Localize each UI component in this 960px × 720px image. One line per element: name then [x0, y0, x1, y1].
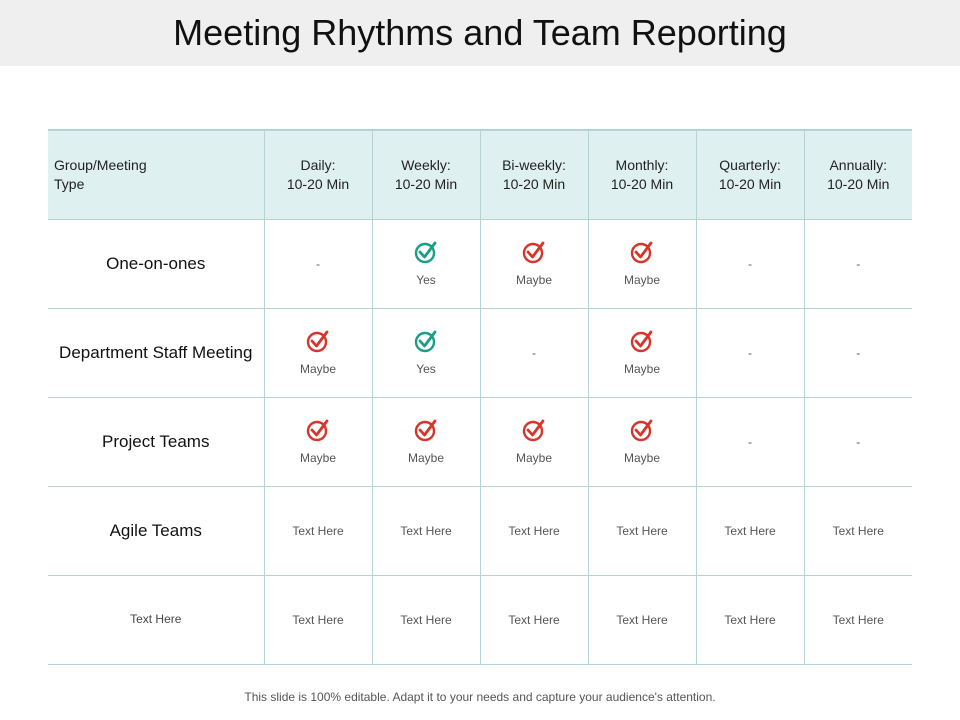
check-circle-icon	[414, 240, 438, 264]
table-cell	[696, 486, 804, 575]
column-duration: 10-20 Min	[610, 175, 674, 192]
empty-dash: -	[856, 256, 861, 271]
table-row	[48, 308, 912, 397]
placeholder-text: Text Here	[292, 612, 344, 627]
table-cell	[480, 308, 588, 397]
meeting-rhythm-table	[48, 129, 912, 665]
corner-header	[48, 130, 264, 219]
table-cell	[264, 219, 372, 308]
cell-status-label: Maybe	[407, 451, 445, 465]
placeholder-text: Text Here	[400, 612, 452, 627]
empty-dash: -	[532, 345, 536, 360]
table-cell	[480, 219, 588, 308]
table-cell	[264, 486, 372, 575]
table-cell	[588, 308, 696, 397]
yes-mark	[373, 240, 480, 287]
column-header-biweekly	[480, 130, 588, 219]
cell-status-label: Maybe	[623, 451, 661, 465]
cell-status-label: Yes	[416, 273, 436, 287]
table-cell	[480, 397, 588, 486]
table-cell	[804, 397, 912, 486]
column-duration: 10-20 Min	[394, 175, 458, 192]
corner-header-line1: Group/Meeting	[54, 156, 147, 173]
column-name: Weekly:	[401, 156, 451, 173]
table-cell	[696, 308, 804, 397]
row-label: Department Staff Meeting	[48, 308, 264, 397]
placeholder-text: Text Here	[292, 523, 344, 538]
table-cell	[804, 486, 912, 575]
table-body	[48, 219, 912, 664]
cell-status-label: Maybe	[299, 451, 337, 465]
empty-dash: -	[748, 345, 752, 360]
yes-mark	[373, 329, 480, 376]
row-label: Text Here	[48, 575, 264, 664]
cell-status-label: Maybe	[299, 362, 337, 376]
column-name: Annually:	[829, 156, 888, 173]
column-header-monthly	[588, 130, 696, 219]
check-circle-icon	[522, 240, 546, 264]
table-row	[48, 486, 912, 575]
empty-dash: -	[856, 434, 861, 449]
maybe-mark	[265, 418, 372, 465]
table-cell	[264, 397, 372, 486]
table-cell	[588, 575, 696, 664]
table-cell	[804, 575, 912, 664]
table-cell	[372, 219, 480, 308]
cell-status-label: Maybe	[515, 451, 553, 465]
footer-note: This slide is 100% editable. Adapt it to your needs and capture your audience's attention.	[244, 690, 716, 704]
header-row	[48, 130, 912, 219]
table-cell	[588, 486, 696, 575]
table-cell	[804, 308, 912, 397]
table-cell	[480, 575, 588, 664]
row-label: Agile Teams	[48, 486, 264, 575]
check-circle-icon	[630, 329, 654, 353]
table-cell	[588, 397, 696, 486]
table-cell	[804, 219, 912, 308]
cell-status-label: Maybe	[623, 273, 661, 287]
check-circle-icon	[522, 418, 546, 442]
table-cell	[372, 486, 480, 575]
table-cell	[696, 575, 804, 664]
table-cell	[264, 575, 372, 664]
placeholder-text: Text Here	[400, 523, 452, 538]
cell-status-label: Yes	[416, 362, 436, 376]
column-name: Quarterly:	[719, 156, 781, 173]
cell-status-label: Maybe	[515, 273, 553, 287]
placeholder-text: Text Here	[616, 523, 668, 538]
empty-dash: -	[856, 345, 861, 360]
column-name: Daily:	[300, 156, 336, 173]
empty-dash: -	[748, 434, 752, 449]
table-cell	[588, 219, 696, 308]
placeholder-text: Text Here	[832, 612, 884, 627]
placeholder-text: Text Here	[724, 523, 776, 538]
title-bar	[0, 0, 960, 66]
maybe-mark	[373, 418, 480, 465]
placeholder-text: Text Here	[508, 523, 560, 538]
table-row	[48, 575, 912, 664]
column-header-daily	[264, 130, 372, 219]
corner-header-line2: Type	[54, 175, 85, 192]
table-row	[48, 219, 912, 308]
column-duration: 10-20 Min	[718, 175, 782, 192]
check-circle-icon	[306, 329, 330, 353]
maybe-mark	[589, 329, 696, 376]
row-label: One-on-ones	[48, 219, 264, 308]
placeholder-text: Text Here	[724, 612, 776, 627]
maybe-mark	[589, 240, 696, 287]
placeholder-text: Text Here	[616, 612, 668, 627]
table-cell	[480, 486, 588, 575]
column-name: Monthly:	[615, 156, 669, 173]
maybe-mark	[481, 240, 588, 287]
page-title: Meeting Rhythms and Team Reporting	[173, 12, 787, 53]
column-duration: 10-20 Min	[286, 175, 350, 192]
maybe-mark	[265, 329, 372, 376]
check-circle-icon	[414, 418, 438, 442]
row-label: Project Teams	[48, 397, 264, 486]
maybe-mark	[589, 418, 696, 465]
column-header-annually	[804, 130, 912, 219]
table-cell	[696, 397, 804, 486]
table-cell	[372, 575, 480, 664]
column-header-weekly	[372, 130, 480, 219]
table-cell	[372, 397, 480, 486]
check-circle-icon	[306, 418, 330, 442]
check-circle-icon	[630, 418, 654, 442]
cell-status-label: Maybe	[623, 362, 661, 376]
table-row	[48, 397, 912, 486]
column-duration: 10-20 Min	[502, 175, 566, 192]
column-duration: 10-20 Min	[827, 175, 890, 192]
empty-dash: -	[748, 256, 752, 271]
table-cell	[372, 308, 480, 397]
check-circle-icon	[630, 240, 654, 264]
placeholder-text: Text Here	[508, 612, 560, 627]
column-name: Bi-weekly:	[502, 156, 566, 173]
empty-dash: -	[316, 256, 320, 271]
table-cell	[264, 308, 372, 397]
maybe-mark	[481, 418, 588, 465]
check-circle-icon	[414, 329, 438, 353]
placeholder-text: Text Here	[832, 523, 884, 538]
table-cell	[696, 219, 804, 308]
column-header-quarterly	[696, 130, 804, 219]
